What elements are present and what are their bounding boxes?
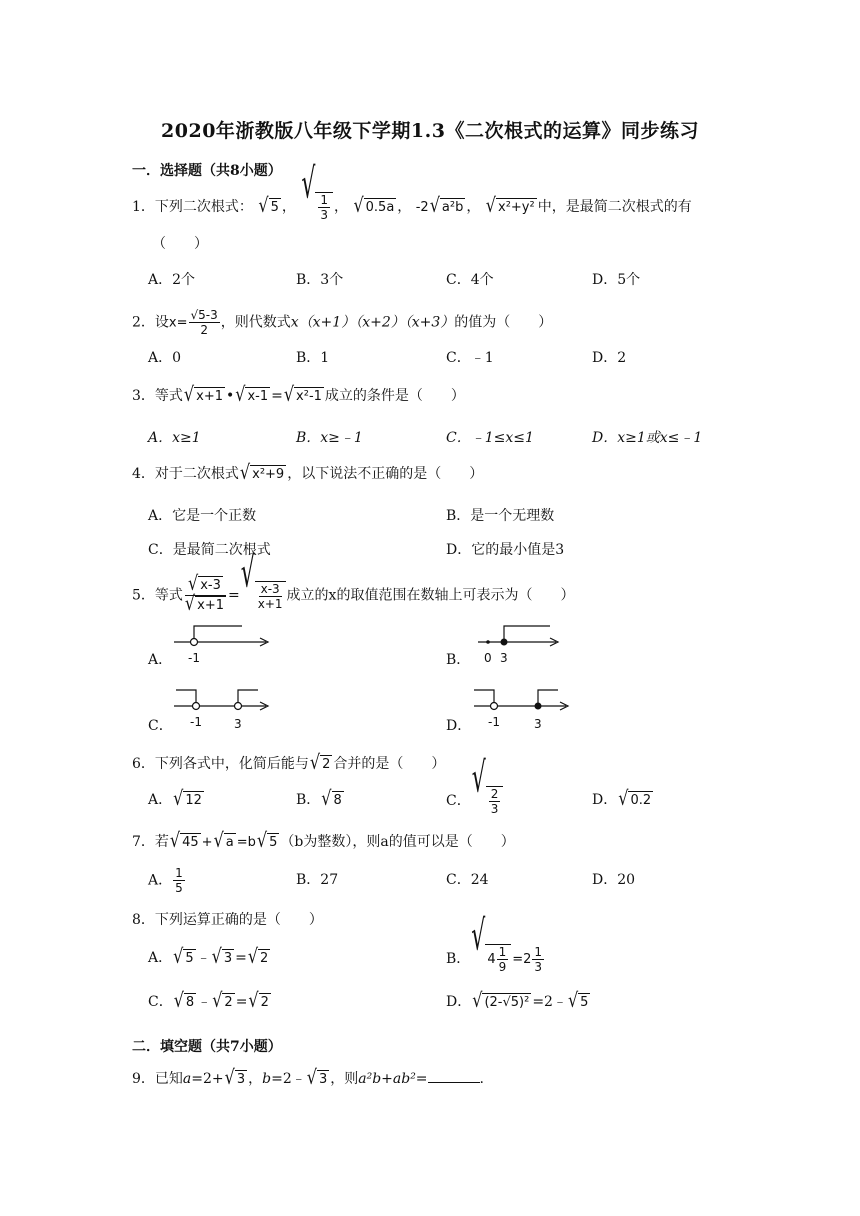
question-7 (132, 827, 515, 853)
q4-text2: ，以下说法不正确的是（ ） (287, 466, 484, 482)
q2-option-d: D．2 (592, 350, 627, 366)
q5-number-line-d (470, 684, 580, 736)
q7-option-c: C．24 (446, 872, 489, 888)
q4-radical: √ x²+9 (239, 459, 285, 484)
open-point (193, 703, 200, 710)
q4-option-b: B．是一个无理数 (446, 508, 555, 524)
q1-text: 下列二次根式： (154, 199, 253, 215)
q8-option-c: C． √ 8 ﹣ √ 2 = √ 2 (148, 987, 269, 1012)
open-point (235, 703, 242, 710)
q1-option-a: A．2个 (148, 272, 196, 288)
q5-option-c-label: C． (148, 718, 173, 734)
q8-option-b: B． √ 4 $\frac{1}{9}$ =2 $\frac{1}{3}$ (446, 913, 543, 974)
q2-option-b: B．1 (296, 350, 330, 366)
q5-number-line-c (170, 684, 280, 736)
q6-text2: 合并的是（ ） (333, 756, 446, 772)
q9-eq1: =2+ (191, 1071, 224, 1087)
q2-number: 2． (132, 314, 155, 331)
q7-text2: （b为整数），则a的值可以是（ ） (280, 834, 515, 850)
sep: ， (333, 199, 348, 215)
q4-number: 4． (132, 466, 155, 482)
q3-radical-b: √ x-1 (235, 381, 269, 406)
q9-answer-blank[interactable] (428, 1068, 480, 1083)
q5-option-d-label: D． (446, 718, 472, 734)
q4-text1: 对于二次根式 (154, 466, 239, 482)
q8-text: 下列运算正确的是（ ） (154, 912, 323, 928)
question-6 (132, 749, 446, 774)
origin-point (486, 640, 490, 644)
q8-number: 8． (132, 912, 155, 928)
question-4 (132, 459, 484, 484)
q6-option-a: A． √ 12 (148, 785, 202, 810)
q2-xeq: x= (168, 315, 188, 331)
open-point (491, 703, 498, 710)
q3-radical-c: √ x²-1 (283, 381, 322, 406)
q3-option-a: A．x≥1 (148, 430, 201, 446)
q3-number: 3． (132, 388, 155, 404)
q5-number: 5． (132, 587, 155, 604)
q5-option-a-label: A． (148, 652, 173, 668)
q7-plus: + (201, 835, 213, 850)
q9-text1: 已知 (154, 1071, 183, 1087)
q7-number: 7． (132, 834, 155, 850)
q6-text1: 下列各式中，化简后能与 (154, 756, 309, 772)
q1-radical-5: √ x²+y² (485, 192, 535, 217)
q7-option-b: B．27 (296, 872, 339, 888)
tick-label: -1 (188, 651, 200, 665)
q1-option-c: C．4个 (446, 272, 494, 288)
question-2 (132, 308, 552, 337)
q2-option-a: A．0 (148, 350, 182, 366)
q7-text1: 若 (154, 834, 169, 850)
q1-radical-4: √ a²b (429, 192, 464, 217)
q9-number: 9． (132, 1071, 155, 1087)
q9-var-b: b (262, 1071, 272, 1087)
q3-dot: • (225, 388, 235, 404)
q4-option-c: C．是最简二次根式 (148, 542, 271, 558)
q4-option-a: A．它是一个正数 (148, 508, 257, 524)
q3-option-c: C．﹣1≤x≤1 (446, 430, 534, 446)
q5-right-radical: √ $\frac{x-3}{x+1}$ (241, 581, 286, 611)
tick-label: -1 (190, 715, 202, 729)
open-point (191, 639, 198, 646)
q1-option-b: B．3个 (296, 272, 344, 288)
sep: ， (397, 199, 412, 215)
q3-radical-a: √ x+1 (183, 381, 223, 406)
tick-label: 3 (234, 717, 242, 731)
q2-expr: x（x+1）（x+2）（x+3） (290, 314, 455, 331)
q7-option-d: D．20 (592, 872, 636, 888)
q9-end: . (479, 1071, 484, 1087)
q1-text2: 中，是最简二次根式的有 (537, 199, 692, 215)
q1-paren: （ ） (152, 236, 208, 252)
q3-option-d: D．x≥1或x≤﹣1 (592, 430, 703, 446)
question-8 (132, 910, 323, 930)
q1-coef: -2 (415, 200, 429, 215)
sep: ， (466, 199, 481, 215)
q6-number: 6． (132, 756, 155, 772)
q8-option-a: A． √ 5 ﹣ √ 3 = √ 2 (148, 943, 269, 968)
q1-number: 1． (132, 199, 155, 215)
q7-eqb: =b (236, 835, 256, 850)
q5-number-line-b (474, 620, 574, 670)
q2-fraction: $\frac{√5-3}{2}$ (190, 308, 218, 337)
closed-point (535, 703, 542, 710)
q2-option-c: C．﹣1 (446, 350, 494, 366)
q9-text2: ，则 (330, 1071, 359, 1087)
q9-radical-1: √ 3 (224, 1064, 246, 1089)
q9-expr: a²b+ab²= (358, 1071, 428, 1087)
q1-option-d: D．5个 (592, 272, 641, 288)
q9-radical-2: √ 3 (306, 1064, 328, 1089)
q2-text1: 设 (154, 314, 169, 331)
q3-eq: = (271, 388, 283, 404)
q7-radical-1: √ 45 (169, 827, 199, 852)
q7-radical-3: √ 5 (256, 827, 278, 852)
q7-option-a: A． $\frac{1}{5}$ (148, 866, 183, 895)
q6-option-c: C． √ $\frac{2}{3}$ (446, 786, 504, 816)
q7-radical-2: √ a (213, 827, 234, 852)
sep: ， (281, 199, 296, 215)
q5-text2: 成立的x的取值范围在数轴上可表示为（ ） (286, 587, 575, 604)
question-3 (132, 381, 465, 406)
q6-option-b: B． √ 8 (296, 785, 342, 810)
q1-radical-3: √ 0.5a (353, 192, 395, 217)
tick-label: 3 (500, 651, 508, 665)
q3-option-b: B．x≥﹣1 (296, 430, 363, 446)
q5-left-fraction: √ x-3 √ x+1 (184, 571, 224, 615)
q6-radical: √ 2 (309, 749, 331, 774)
section-choice-heading: 一．选择题（共8小题） (132, 163, 282, 179)
tick-label: 3 (534, 717, 542, 731)
q9-var-a: a (182, 1071, 192, 1087)
tick-label: -1 (488, 715, 500, 729)
q9-comma: ， (248, 1071, 263, 1087)
page-title: 2020年浙教版八年级下学期1.3《二次根式的运算》同步练习 (161, 120, 699, 142)
q1-radical-1: √ 5 (258, 192, 279, 217)
q6-option-d: D． √ 0.2 (592, 785, 652, 810)
section-fill-heading: 二．填空题（共7小题） (132, 1039, 282, 1055)
q2-text2: ，则代数式 (220, 314, 291, 331)
tick-label: 0 (484, 651, 492, 665)
question-9 (132, 1064, 484, 1089)
closed-point (501, 639, 508, 646)
q1-radical-2: √ $\frac{1}{3}$ (301, 192, 333, 222)
q2-text3: 的值为（ ） (454, 314, 553, 331)
q5-text1: 等式 (154, 587, 183, 604)
q9-eq2: =2﹣ (271, 1071, 306, 1087)
q3-text2: 成立的条件是（ ） (324, 388, 465, 404)
q4-option-d: D．它的最小值是3 (446, 542, 565, 558)
q3-text1: 等式 (154, 388, 183, 404)
q5-number-line-a (170, 620, 280, 670)
q5-eq: = (227, 587, 240, 604)
q5-option-b-label: B． (446, 652, 471, 668)
q8-option-d: D． √ (2-√5)² =2﹣ √ 5 (446, 987, 589, 1012)
